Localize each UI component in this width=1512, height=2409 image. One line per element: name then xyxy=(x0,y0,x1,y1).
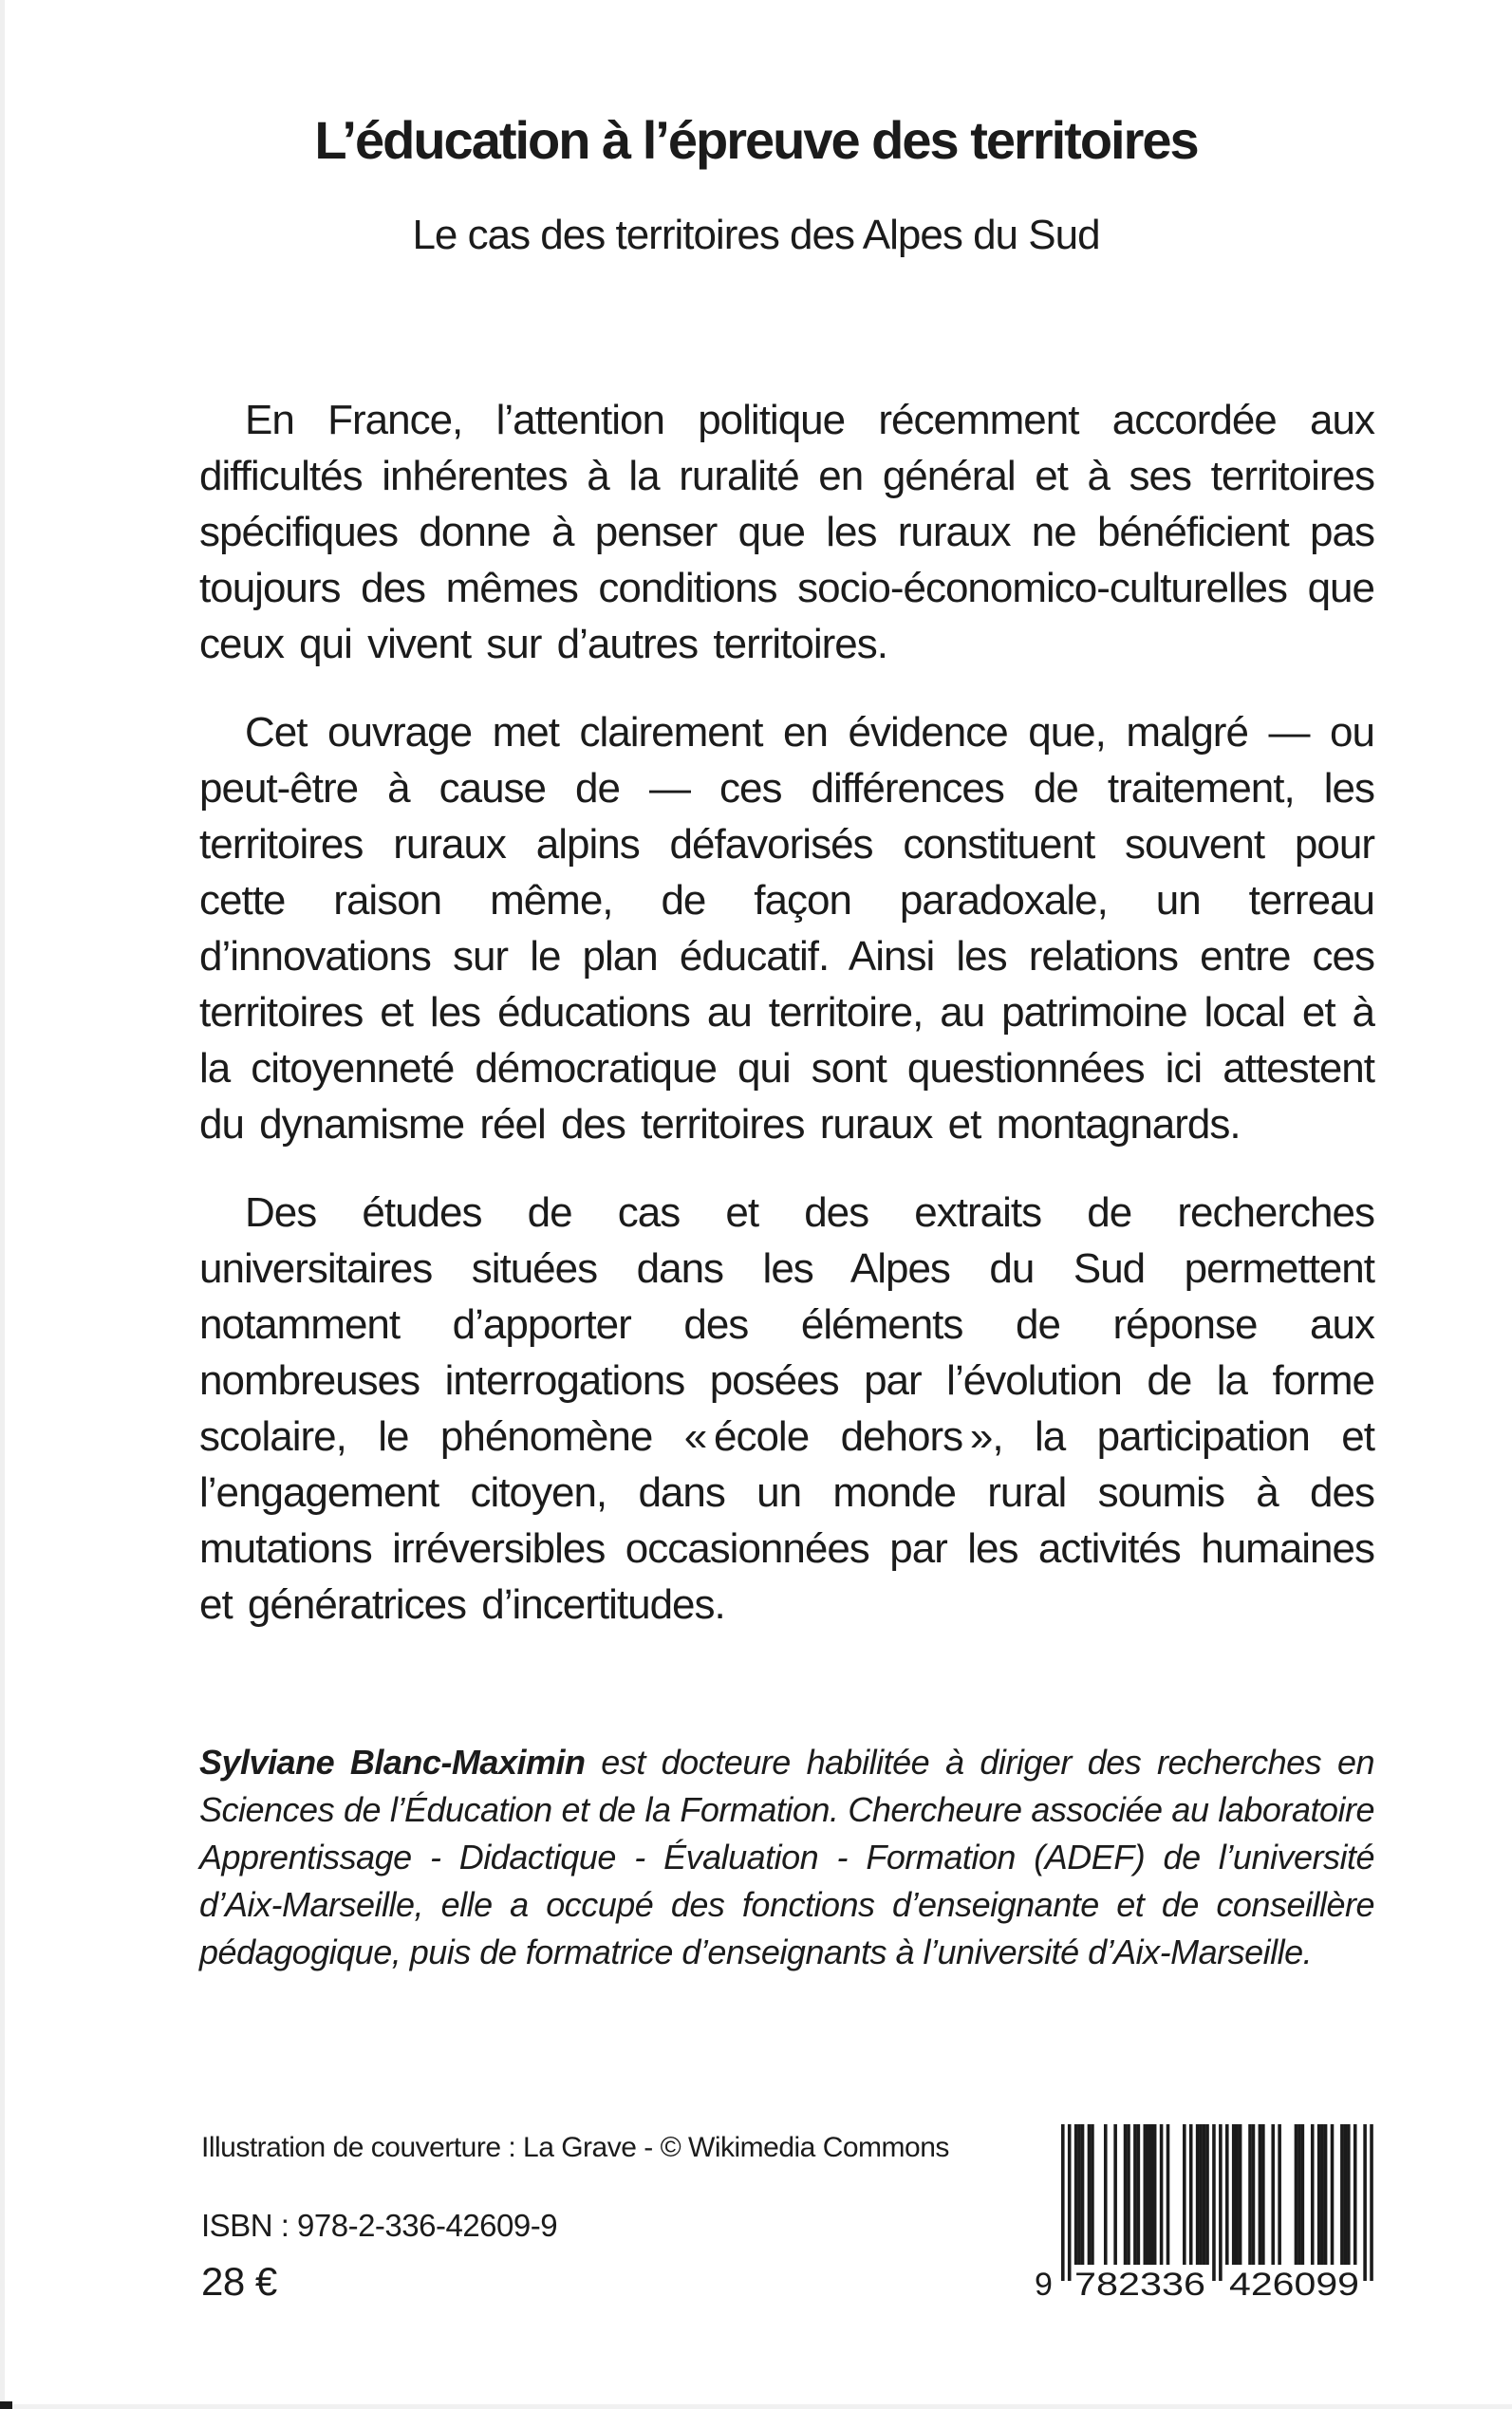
synopsis-paragraph-2: Cet ouvrage met clairement en évidence que, malgré — ou peut-être à cause de — ces différences de traitement, les territoires ruraux alpins défavorisés constituent souvent pour cette raison même, de façon paradoxale, un terreau d’innovations sur le plan éducatif. Ainsi les relations entre ces territoires et les éducations au territoire, au patrimoine local et à la citoyenneté démocratique qui sont questionnées ici attestent du dynamisme réel des territoires ruraux et montagnards. xyxy=(199,709,1374,1148)
ean13-barcode-svg xyxy=(1033,2124,1376,2301)
synopsis-paragraph-3: Des études de cas et des extraits de recherches universitaires situées dans les Alpes du Sud permettent notamment d’apporter des éléments de réponse aux nombreuses interrogations posées par l’évolution de la forme scolaire, le phénomène « école dehors », la participation et l’engagement citoyen, dans un monde rural soumis à des mutations irréversibles occasionnées par les activités humaines et génératrices d’incertitudes. xyxy=(199,1189,1374,1628)
author-bio-text: est docteure habilitée à diriger des recherches en Sciences de l’Éducation et de la Formation. Chercheure associée au laboratoire Apprentissage - Didactique - Évaluation - Formation (ADEF) de l’université d’Aix-Marseille, elle a occupé des fonctions d’enseignante et de conseillère pédagogique, puis de formatrice d’enseignants à l’université d’Aix-Marseille. xyxy=(199,1743,1375,1971)
scan-edge-left xyxy=(0,0,5,2409)
synopsis-paragraph-1: En France, l’attention politique récemment accordée aux difficultés inhérentes à la ruralité en général et à ses territoires spécifiques donne à penser que les ruraux ne bénéficient pas toujours des mêmes conditions socio-économico-culturelles que ceux qui vivent sur d’autres territoires. xyxy=(199,397,1374,667)
book-subtitle: Le cas des territoires des Alpes du Sud xyxy=(412,212,1100,258)
book-title: L’éducation à l’épreuve des territoires xyxy=(314,110,1198,170)
svg-text:782336: 782336 xyxy=(1074,2267,1205,2301)
author-name: Sylviane Blanc-Maximin xyxy=(199,1743,586,1782)
price: 28 € xyxy=(201,2259,277,2304)
isbn-number: ISBN : 978-2-336-42609-9 xyxy=(201,2208,558,2243)
scan-edge-bottom xyxy=(0,2404,1512,2409)
svg-text:9: 9 xyxy=(1035,2267,1053,2301)
svg-text:426099: 426099 xyxy=(1229,2267,1359,2301)
ean13-barcode xyxy=(1033,2124,1376,2301)
scan-corner-mark xyxy=(0,2401,12,2409)
synopsis xyxy=(199,392,1374,1665)
author-bio xyxy=(199,1739,1374,1976)
cover-illustration-credit: Illustration de couverture : La Grave - © Wikimedia Commons xyxy=(201,2132,949,2163)
